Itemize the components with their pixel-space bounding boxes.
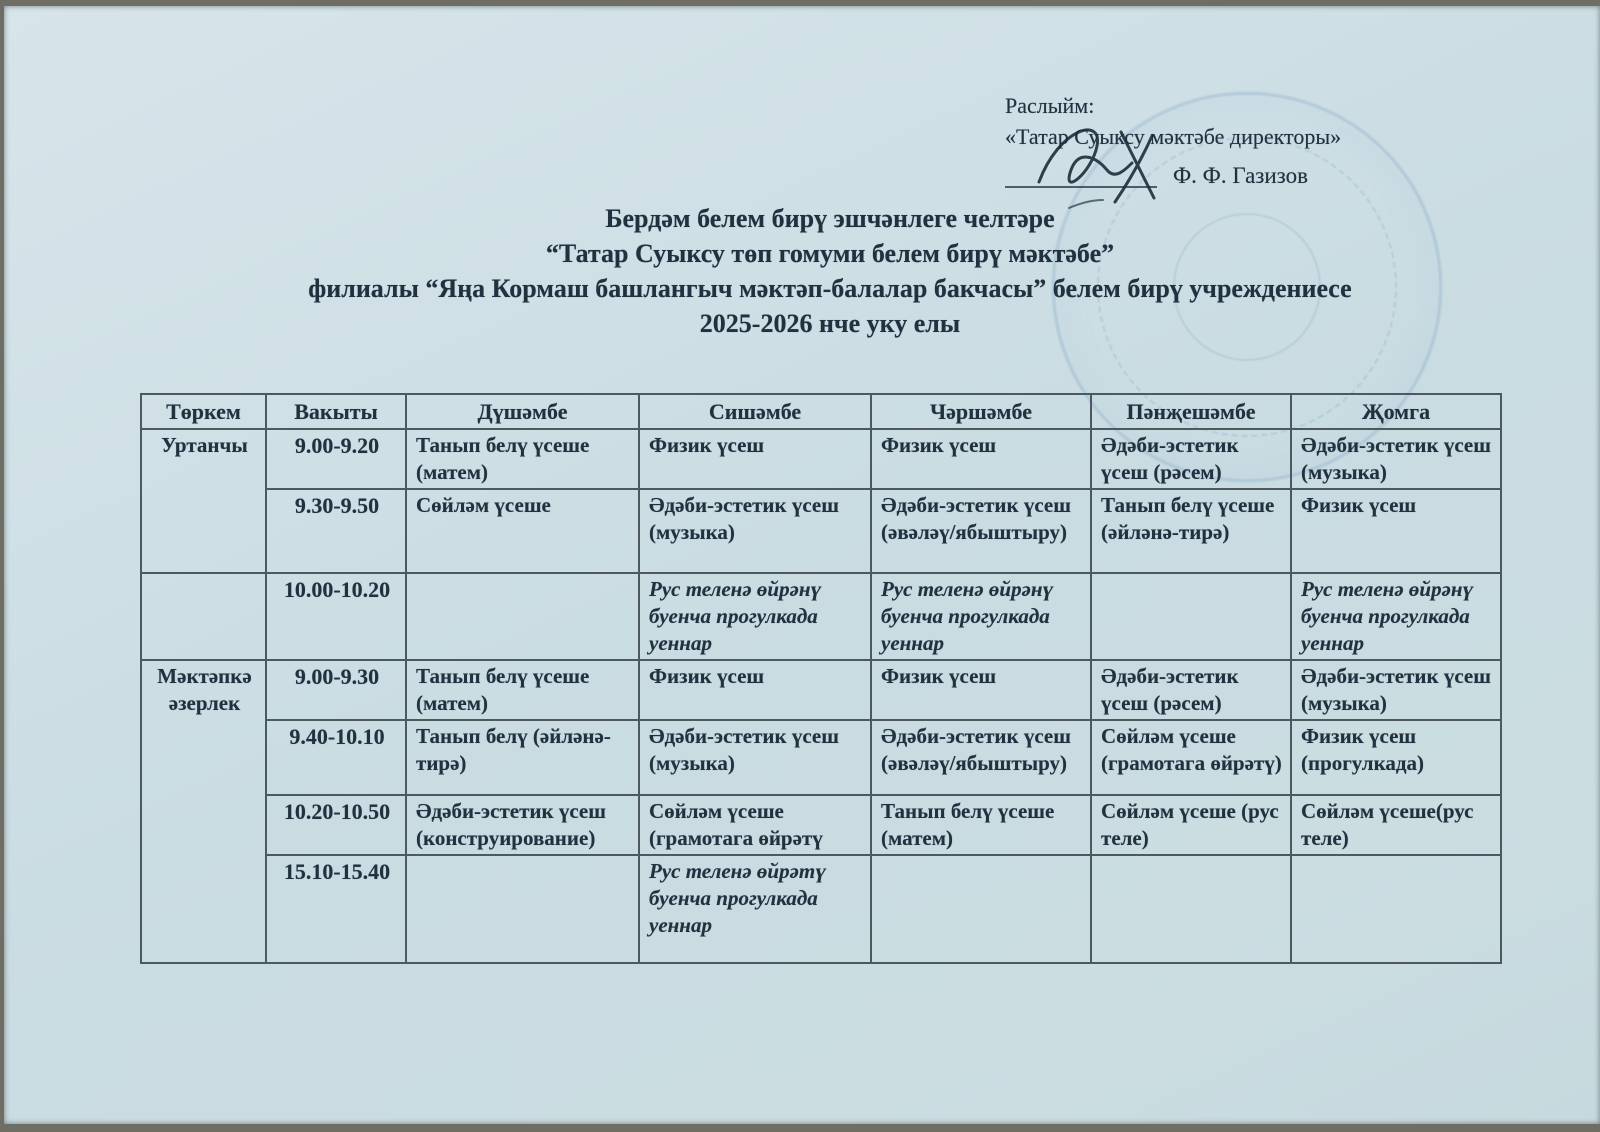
group-cell (141, 573, 266, 660)
time-cell: 9.00-9.30 (266, 660, 406, 720)
approval-label: Раслыйм: (1005, 93, 1095, 118)
schedule-cell: Танып белү үсеше (матем) (406, 660, 639, 720)
column-header-time: Вакыты (266, 394, 406, 429)
time-cell: 15.10-15.40 (266, 855, 406, 963)
schedule-cell: Сөйләм үсеше(рус теле) (1291, 795, 1501, 855)
schedule-cell: Әдәби-эстетик үсеш (музыка) (639, 489, 871, 573)
schedule-cell: Танып белү (әйләнә-тирә) (406, 720, 639, 795)
schedule-cell: Әдәби-эстетик үсеш (музыка) (1291, 660, 1501, 720)
signer-name: Ф. Ф. Газизов (1173, 163, 1308, 188)
title-line-1: Бердәм белем бирү эшчәнлеге челтәре (605, 204, 1055, 233)
schedule-cell: Физик үсеш (871, 429, 1091, 489)
table-row (141, 660, 1501, 720)
schedule-cell: Физик үсеш (639, 429, 871, 489)
table-row (141, 429, 1501, 489)
header-row (141, 394, 1501, 429)
schedule-cell (871, 855, 1091, 963)
time-cell: 9.30-9.50 (266, 489, 406, 573)
column-header-wednesday: Чәршәмбе (871, 394, 1091, 429)
schedule-cell: Физик үсеш (1291, 489, 1501, 573)
column-header-tuesday: Сишәмбе (639, 394, 871, 429)
group-cell: Мәктәпкә әзерлек (141, 660, 266, 963)
schedule-cell: Әдәби-эстетик үсеш (әвәләү/ябыштыру) (871, 489, 1091, 573)
schedule-cell (1091, 573, 1291, 660)
schedule-cell: Рус теленә өйрәтү буенча прогулкада уеннар (639, 855, 871, 963)
schedule-cell: Сөйләм үсеше (406, 489, 639, 573)
schedule-cell: Сөйләм үсеше (грамотага өйрәтү (639, 795, 871, 855)
title-line-3: филиалы “Яңа Кормаш башлангыч мәктәп-балалар бакчасы” белем бирү учреждениесе (308, 274, 1352, 303)
table-row (141, 795, 1501, 855)
schedule-cell: Рус теленә өйрәнү буенча прогулкада уеннар (639, 573, 871, 660)
schedule-cell: Әдәби-эстетик үсеш (әвәләү/ябыштыру) (871, 720, 1091, 795)
table-row (141, 855, 1501, 963)
schedule-cell: Әдәби-эстетик үсеш (рәсем) (1091, 660, 1291, 720)
schedule-cell: Танып белү үсеше (матем) (871, 795, 1091, 855)
schedule-cell: Сөйләм үсеше (рус теле) (1091, 795, 1291, 855)
schedule-cell: Әдәби-эстетик үсеш (музыка) (1291, 429, 1501, 489)
schedule-cell: Әдәби-эстетик үсеш (музыка) (639, 720, 871, 795)
column-header-monday: Дүшәмбе (406, 394, 639, 429)
schedule-table (140, 393, 1502, 964)
group-cell: Уртанчы (141, 429, 266, 573)
column-header-thursday: Пәнҗешәмбе (1091, 394, 1291, 429)
schedule-cell: Сөйләм үсеше (грамотага өйрәтү) (1091, 720, 1291, 795)
time-cell: 9.00-9.20 (266, 429, 406, 489)
schedule-cell: Физик үсеш (прогулкада) (1291, 720, 1501, 795)
table-row (141, 489, 1501, 573)
schedule-cell: Физик үсеш (639, 660, 871, 720)
schedule-cell: Танып белү үсеше (матем) (406, 429, 639, 489)
approval-block (1005, 90, 1565, 198)
schedule-cell: Рус теленә өйрәнү буенча прогулкада уеннар (1291, 573, 1501, 660)
table-row (141, 720, 1501, 795)
time-cell: 10.20-10.50 (266, 795, 406, 855)
time-cell: 9.40-10.10 (266, 720, 406, 795)
schedule-cell (1291, 855, 1501, 963)
schedule-cell (1091, 855, 1291, 963)
title-line-2: “Татар Суыксу төп гомуми белем бирү мәктәбе” (545, 239, 1115, 268)
table-row (141, 573, 1501, 660)
document-title (130, 201, 1530, 341)
column-header-friday: Җомга (1291, 394, 1501, 429)
director-line: «Татар Суыксу мәктәбе директоры» (1005, 124, 1342, 149)
schedule-cell (406, 573, 639, 660)
schedule-cell: Танып белү үсеше (әйләнә-тирә) (1091, 489, 1291, 573)
time-cell: 10.00-10.20 (266, 573, 406, 660)
schedule-cell: Рус теленә өйрәнү буенча прогулкада уеннар (871, 573, 1091, 660)
column-header-group: Төркем (141, 394, 266, 429)
signature-row (1005, 158, 1565, 198)
schedule-cell (406, 855, 639, 963)
schedule-cell: Физик үсеш (871, 660, 1091, 720)
schedule-cell: Әдәби-эстетик үсеш (рәсем) (1091, 429, 1291, 489)
schedule-cell: Әдәби-эстетик үсеш (конструирование) (406, 795, 639, 855)
title-line-4: 2025-2026 нче уку елы (699, 309, 961, 338)
